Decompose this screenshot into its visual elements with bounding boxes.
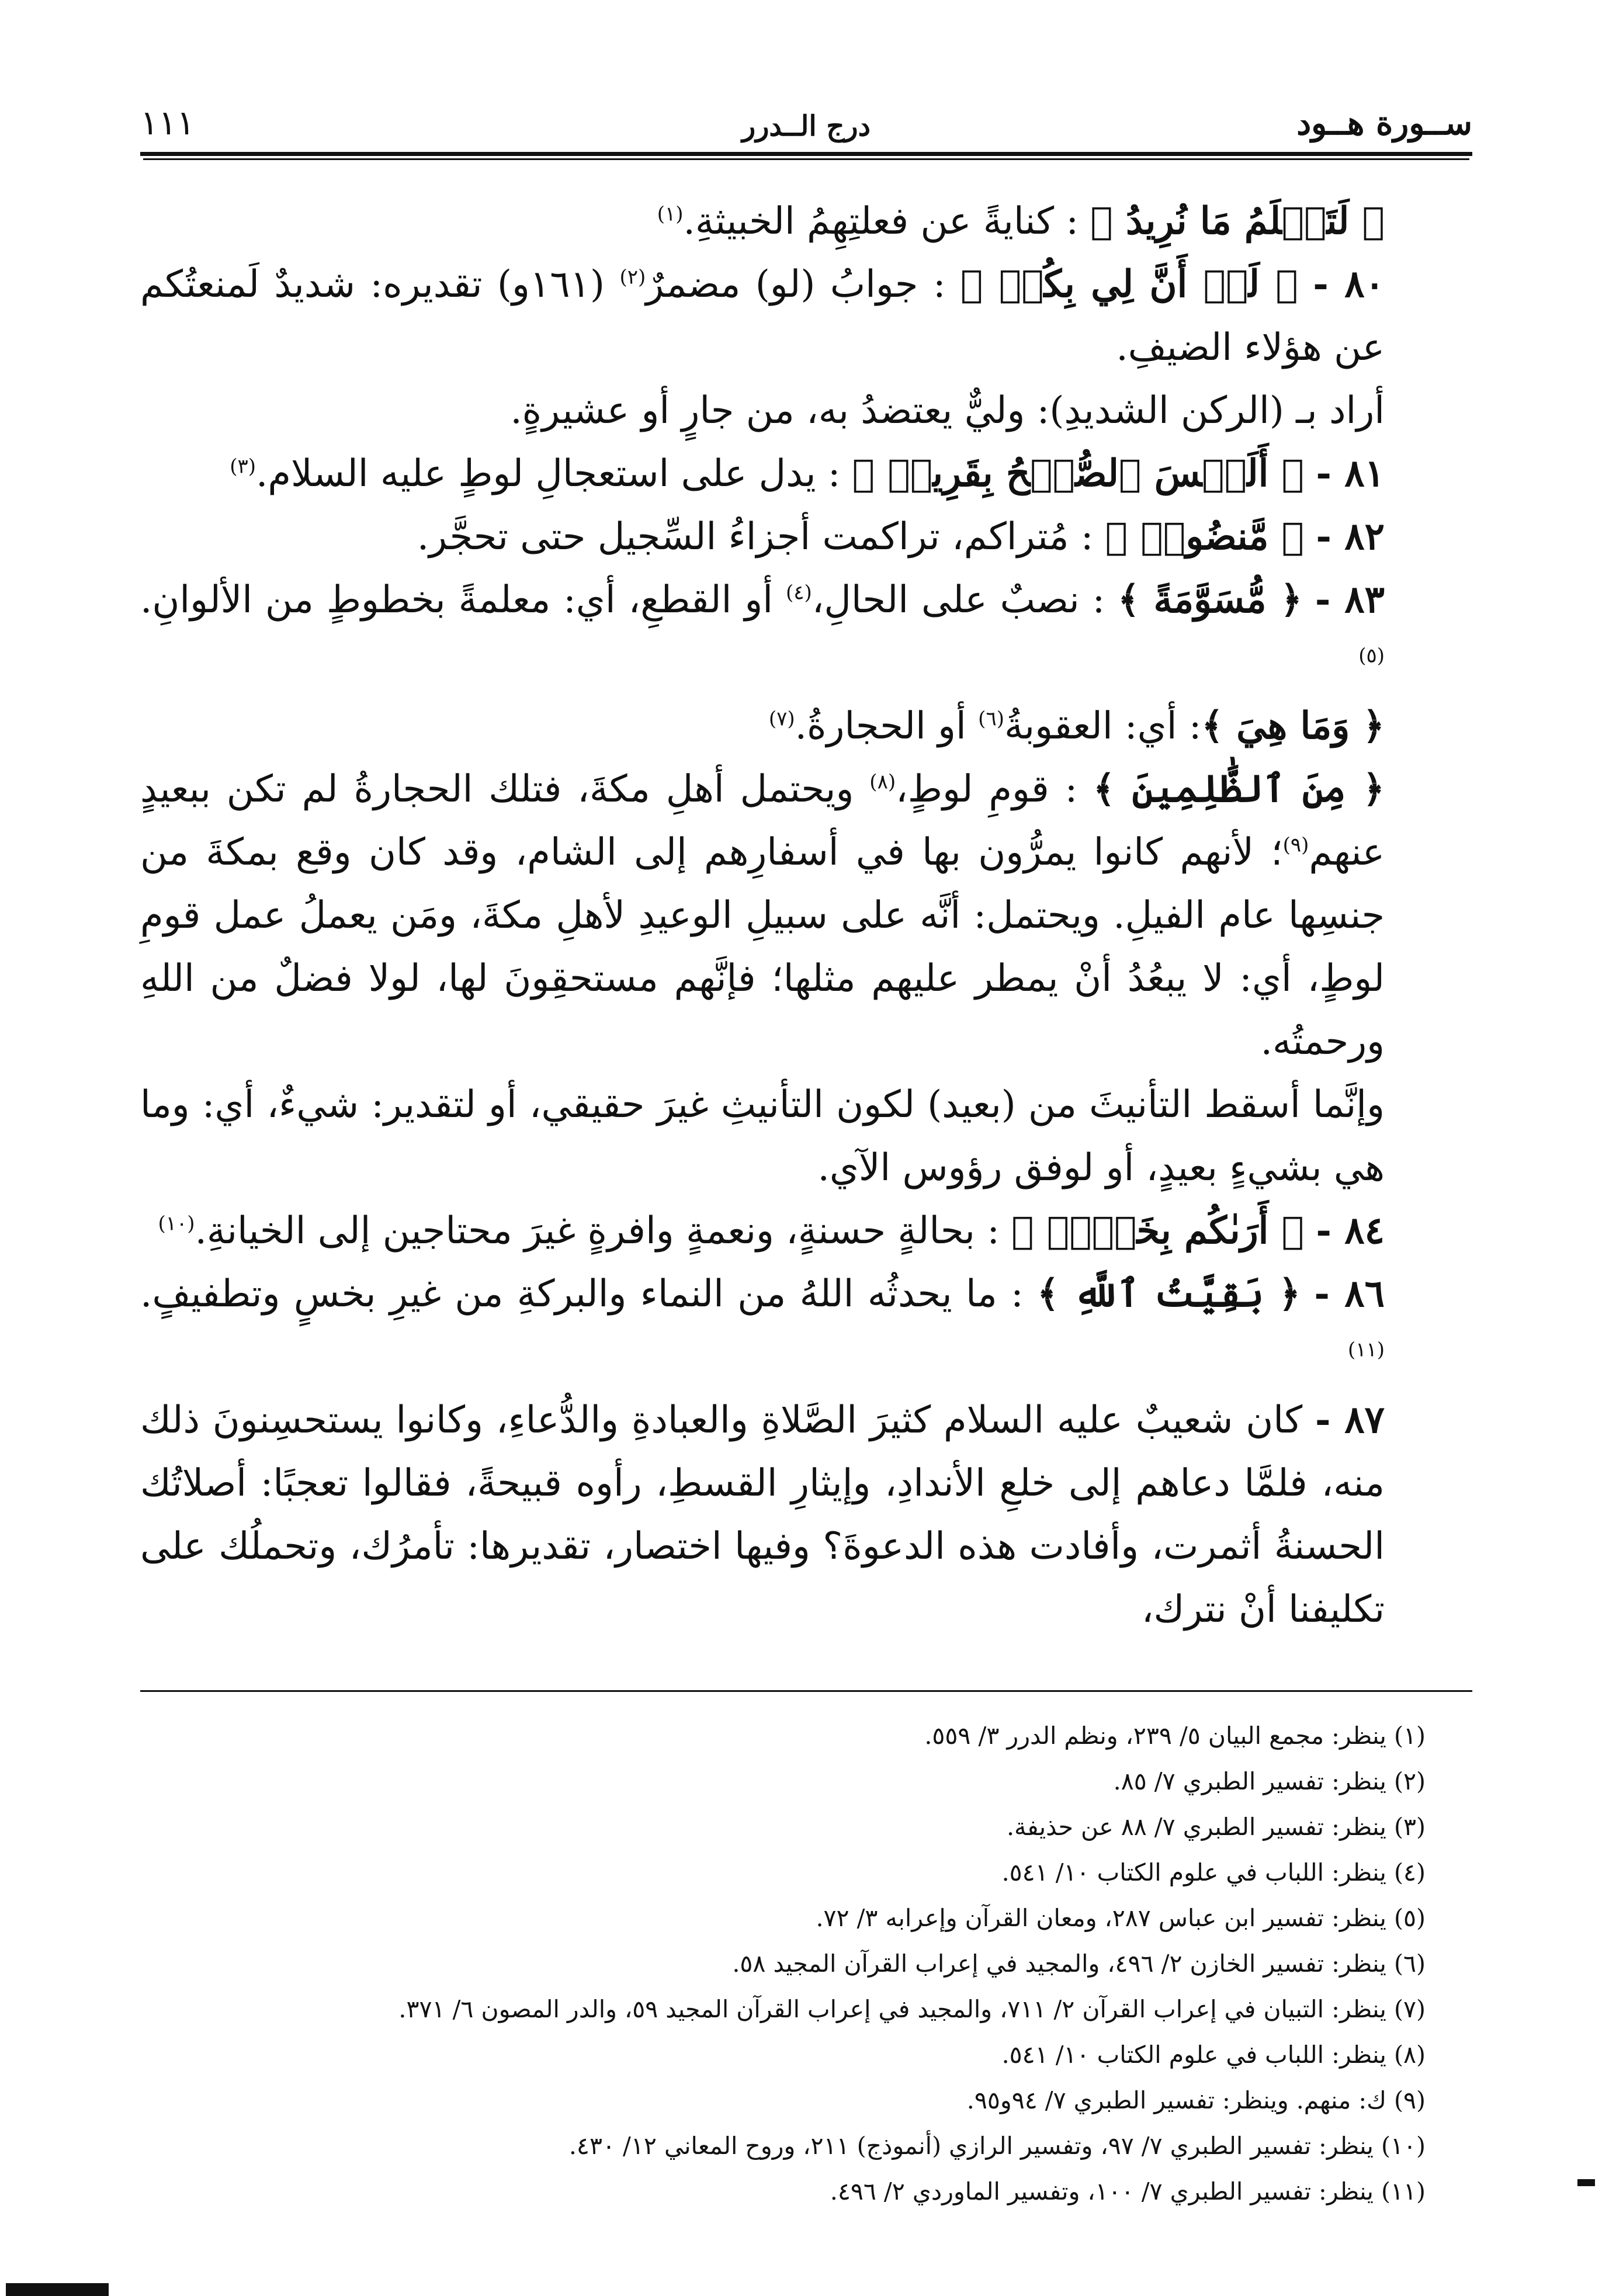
footnote-ref: (١٠) <box>158 1212 195 1236</box>
quran-quote: ﴿ بَقِيَّتُ ٱللَّهِ ﴾ <box>1037 1272 1301 1316</box>
verse-number: ٨١ - <box>1316 452 1385 495</box>
scan-mark <box>6 2283 109 2296</box>
footnote-ref: (١) <box>657 202 684 226</box>
paragraph-text: وإنَّما أسقط التأنيثَ من (بعيد) لكون التأنيثِ غيرَ حقيقي، أو لتقدير: شيءٌ، أي: وما هي بشيءٍ بعيدٍ، أو لوفق رؤوس الآي. <box>140 1083 1385 1189</box>
footnote-ref: (٣) <box>230 455 256 478</box>
footnote: (٩) ك: منهم. وينظر: تفسير الطبري ٧/ ٩٤و٩٥. <box>966 2086 1426 2114</box>
paragraph-text: : نصبٌ على الحالِ، <box>812 578 1118 622</box>
paragraph-text: : مُتراكم، تراكمت أجزاءُ السِّجيل حتى تحجَّر. <box>417 515 1105 559</box>
quran-quote: ﴿ مُّسَوَّمَةً ﴾ <box>1118 578 1302 622</box>
footnote-ref: (٧) <box>768 707 795 731</box>
paragraph <box>140 1389 1472 1641</box>
footnote-ref: (٩) <box>1282 833 1309 857</box>
footnote: (٣) ينظر: تفسير الطبري ٧/ ٨٨ عن حذيفة. <box>1006 1813 1426 1841</box>
footnote-ref: (١١) <box>1347 1338 1385 1362</box>
footnote: (٧) ينظر: التبيان في إعراب القرآن ٢/ ٧١١، والمجيد في إعراب القرآن المجيد ٥٩، والدر المصون ٦/ ٣٧١. <box>398 1995 1426 2023</box>
paragraph-text: (١٦١و) تقديره: شديدٌ لَمنعتُكم عن هؤلاء الضيفِ. <box>140 263 1385 369</box>
paragraph <box>140 442 1472 505</box>
paragraph <box>140 190 1472 253</box>
footnote: (١) ينظر: مجمع البيان ٥/ ٢٣٩، ونظم الدرر ٣/ ٥٥٩. <box>924 1722 1426 1750</box>
surah-title: ســورة هــود <box>1296 104 1472 143</box>
quran-quote: ﴿ لَتَعۡلَمُ مَا نُرِيدُ ﴾ <box>1090 199 1385 243</box>
paragraph-text: ؛ لأنهم كانوا يمرُّون بها في أسفارِهم إلى الشام، وقد كان وقع بمكةَ من جنسِها عام الفيلِ. ويحتمل: أنَّه على سبيلِ الوعيدِ لأهلِ مكةَ، ومَن يعملُ عمل قومِ لوطٍ، أي: لا يبعُدُ أنْ يمطر عليهم مثلها؛ فإنَّهم مستحقِونَ لها، لولا فضلٌ من اللهِ ورحمتُه. <box>140 831 1385 1063</box>
paragraph-text: : ما يحدثُه اللهُ من النماء والبركةِ من غيرِ بخسٍ وتطفيفٍ. <box>140 1272 1038 1316</box>
quran-quote: ﴿ لَوۡ أَنَّ لِي بِكُمۡ ﴾ <box>960 262 1298 306</box>
paragraph-text: أراد بـ (الركن الشديدِ): وليٌّ يعتضدُ به، من جارٍ أو عشيرةٍ. <box>510 389 1385 432</box>
book-title: درج الــدرر <box>742 110 871 143</box>
verse-number: ٨٢ - <box>1316 515 1385 559</box>
paragraph-text: : كنايةً عن فعلتِهِمُ الخبيثةِ. <box>683 200 1091 243</box>
footnote: (١١) ينظر: تفسير الطبري ٧/ ١٠٠، وتفسير الماوردي ٢/ ٤٩٦. <box>830 2177 1426 2205</box>
page-number: ١١١ <box>140 103 195 143</box>
document-page <box>140 88 1472 2214</box>
verse-number: ٨٤ - <box>1316 1209 1385 1253</box>
footnote-ref: (٦) <box>978 707 1004 731</box>
verse-number: ٨٣ - <box>1315 578 1385 622</box>
paragraph <box>140 568 1472 695</box>
footnote-ref: (٢) <box>619 265 646 289</box>
paragraph-text: أو الحجارةُ. <box>795 705 979 748</box>
paragraph-text: : جوابُ (لو) مضمرٌ <box>646 263 960 306</box>
quran-quote: ﴿ مَّنضُودٖ ﴾ <box>1105 515 1305 559</box>
paragraph-text: : قومِ لوطٍ، <box>896 768 1094 811</box>
paragraph-text: ويحتمل أهلِ مكةَ، فتلك الحجارةُ لم تكن ببعيدٍ عنهم <box>140 768 1385 874</box>
paragraph <box>140 1199 1472 1263</box>
quran-quote: ﴿ مِنَ ٱلظَّٰلِمِينَ ﴾ <box>1093 767 1385 811</box>
paragraph-text: : أي: العقوبةُ <box>1004 705 1202 748</box>
paragraph <box>140 1263 1472 1389</box>
footnote: (٢) ينظر: تفسير الطبري ٧/ ٨٥. <box>1113 1767 1426 1795</box>
main-text <box>140 190 1472 1641</box>
quran-quote: ﴿ أَلَيۡسَ ٱلصُّبۡحُ بِقَرِيبٖ ﴾ <box>852 452 1305 495</box>
verse-number: ٨٦ - <box>1314 1272 1385 1316</box>
paragraph <box>140 379 1472 442</box>
footnote: (٦) ينظر: تفسير الخازن ٢/ ٤٩٦، والمجيد في إعراب القرآن المجيد ٥٨. <box>732 1950 1426 1978</box>
quran-quote: ﴿ وَمَا هِيَ ﴾ <box>1201 704 1385 748</box>
quran-quote: ﴿ أَرَىٰكُم بِخَيۡرٖ ﴾ <box>1011 1209 1305 1253</box>
scan-mark <box>1577 2179 1595 2186</box>
paragraph-text: : بحالةٍ حسنةٍ، ونعمةٍ وافرةٍ غيرَ محتاجين إلى الخيانةِ. <box>195 1209 1012 1253</box>
page-header <box>140 88 1472 156</box>
footnote-ref: (٥) <box>1358 644 1385 668</box>
paragraph <box>140 253 1472 379</box>
footnote: (٤) ينظر: اللباب في علوم الكتاب ١٠/ ٥٤١. <box>1001 1858 1426 1886</box>
paragraph-text: : يدل على استعجالِ لوطٍ عليه السلام. <box>256 452 852 495</box>
footnote: (٥) ينظر: تفسير ابن عباس ٢٨٧، ومعان القرآن وإعرابه ٣/ ٧٢. <box>816 1904 1426 1932</box>
verse-number: ٨٠ - <box>1313 262 1385 306</box>
footnote-ref: (٤) <box>785 581 812 605</box>
paragraph-text: أو القطعِ، أي: معلمةً بخطوطٍ من الألوانِ. <box>140 578 786 622</box>
paragraph <box>140 1073 1472 1199</box>
paragraph <box>140 695 1472 758</box>
paragraph <box>140 758 1472 1073</box>
footnote-ref: (٨) <box>869 770 896 794</box>
paragraph <box>140 505 1472 568</box>
verse-number: ٨٧ - <box>1315 1398 1385 1442</box>
paragraph-text: كان شعيبٌ عليه السلام كثيرَ الصَّلاةِ والعبادةِ والدُّعاءِ، وكانوا يستحسِنونَ ذلك منه، فلمَّا دعاهم إلى خلعِ الأندادِ، وإيثارِ القسطِ، رأوه قبيحةً، فقالوا تعجبًا: أصلاتُك الحسنةُ أثمرت، وأفادت هذه الدعوةَ؟ وفيها اختصار، تقديرها: تأمرُك، وتحملُك على تكليفنا أنْ نترك، <box>140 1399 1385 1631</box>
footnote: (٨) ينظر: اللباب في علوم الكتاب ١٠/ ٥٤١. <box>1001 2041 1426 2069</box>
footnotes <box>140 1690 1472 2214</box>
footnote: (١٠) ينظر: تفسير الطبري ٧/ ٩٧، وتفسير الرازي (أنموذج) ٢١١، وروح المعاني ١٢/ ٤٣٠. <box>568 2132 1426 2160</box>
